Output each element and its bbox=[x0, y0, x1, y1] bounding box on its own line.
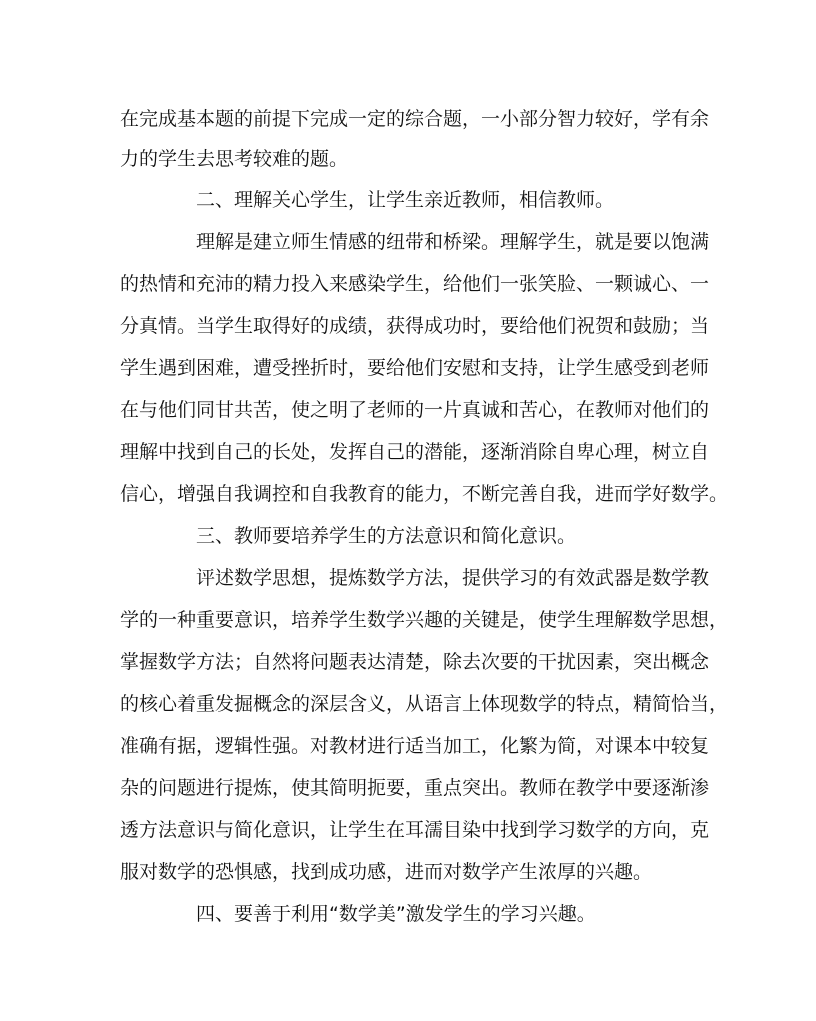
section-heading-3: 三、教师要培养学生的方法意识和简化意识。 bbox=[196, 525, 577, 547]
paragraph-2-line-7: 透方法意识与简化意识，让学生在耳濡目染中找到学习数学的方向，克 bbox=[120, 819, 710, 841]
paragraph-line-7: 信心，增强自我调控和自我教育的能力，不断完善自我，进而学好数学。 bbox=[120, 483, 729, 505]
section-heading-4: 四、要善于利用“数学美”激发学生的学习兴趣。 bbox=[196, 903, 596, 925]
paragraph-2-line-5: 准确有据，逻辑性强。对教材进行适当加工，化繁为简，对课本中较复 bbox=[120, 735, 710, 757]
paragraph-line-6: 理解中找到自己的长处，发挥自己的潜能，逐渐消除自卑心理，树立自 bbox=[120, 441, 710, 463]
text-line-1: 在完成基本题的前提下完成一定的综合题，一小部分智力较好，学有余 bbox=[120, 108, 710, 130]
paragraph-2-line-2: 学的一种重要意识，培养学生数学兴趣的关键是，使学生理解数学思想， bbox=[120, 609, 729, 631]
paragraph-2-line-1: 评述数学思想，提炼数学方法，提供学习的有效武器是数学教 bbox=[196, 567, 710, 589]
paragraph-line-3: 分真情。当学生取得好的成绩，获得成功时，要给他们祝贺和鼓励；当 bbox=[120, 315, 710, 337]
paragraph-line-5: 在与他们同甘共苦，使之明了老师的一片真诚和苦心，在教师对他们的 bbox=[120, 399, 710, 421]
text-line-2: 力的学生去思考较难的题。 bbox=[120, 148, 349, 170]
paragraph-2-line-6: 杂的问题进行提炼，使其简明扼要，重点突出。教师在教学中要逐渐渗 bbox=[120, 777, 710, 799]
paragraph-line-4: 学生遇到困难，遭受挫折时，要给他们安慰和支持，让学生感受到老师 bbox=[120, 357, 710, 379]
paragraph-line-2: 的热情和充沛的精力投入来感染学生，给他们一张笑脸、一颗诚心、一 bbox=[120, 273, 710, 295]
paragraph-2-line-3: 掌握数学方法；自然将问题表达清楚，除去次要的干扰因素，突出概念 bbox=[120, 651, 710, 673]
paragraph-line-1: 理解是建立师生情感的纽带和桥梁。理解学生，就是要以饱满 bbox=[196, 231, 710, 253]
section-heading-2: 二、理解关心学生，让学生亲近教师，相信教师。 bbox=[196, 189, 615, 211]
paragraph-2-line-8: 服对数学的恐惧感，找到成功感，进而对数学产生浓厚的兴趣。 bbox=[120, 861, 653, 883]
paragraph-2-line-4: 的核心着重发掘概念的深层含义，从语言上体现数学的特点，精简恰当， bbox=[120, 693, 729, 715]
